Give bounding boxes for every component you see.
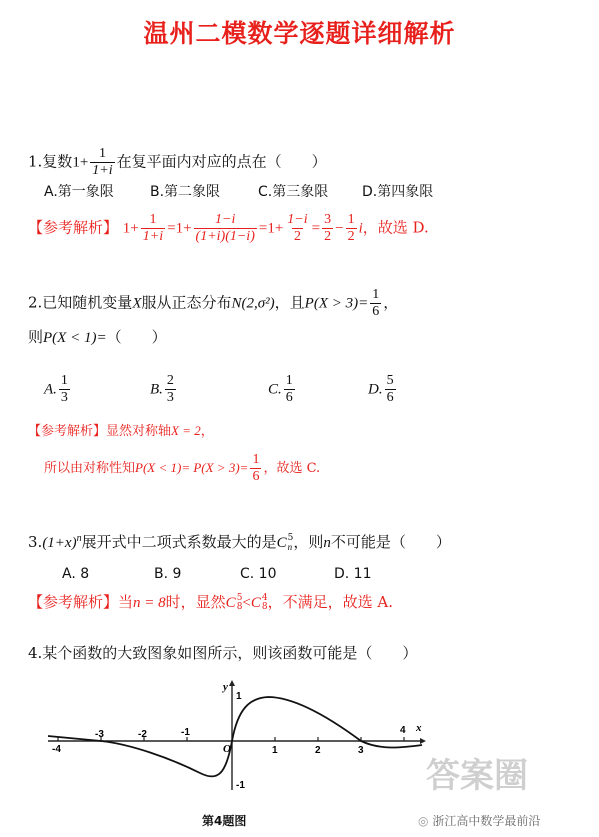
- q1-ans-frac2: [194, 212, 257, 245]
- q2-frac-num: 1: [372, 287, 380, 302]
- q2-ans-fn: 1: [252, 452, 260, 467]
- q1-answer-label: 【参考解析】: [28, 218, 119, 237]
- question-3: [28, 534, 451, 552]
- q1-ans-f3d: 2: [293, 229, 301, 244]
- page-title: 温州二模数学逐题详细解析: [143, 19, 456, 48]
- q2-opt-c-d: 6: [285, 390, 293, 405]
- q1-ans-s5: −: [335, 220, 344, 237]
- q3-ans-c1-sub: 8: [236, 602, 243, 612]
- q3-ans-c1-base: C: [225, 595, 236, 611]
- q2-prob: P(X > 3)=: [304, 295, 369, 312]
- q2-opt-c-frac: [284, 373, 295, 406]
- q3-expr: (1+x): [42, 535, 77, 551]
- q2-answer-label: 【参考解析】: [28, 424, 107, 439]
- q1-option-a: A.第一象限: [44, 184, 114, 200]
- q3-answer: [28, 594, 393, 612]
- q2-opt-b-n: 2: [166, 373, 174, 388]
- q2-opt-d-n: 5: [386, 373, 394, 388]
- q3-answer-math: n = 8: [133, 595, 166, 611]
- q2-opt-d-d: 6: [386, 390, 394, 405]
- q2-opt-a-n: 1: [60, 373, 68, 388]
- watermark-footer-text: 浙江高中数学最前沿: [432, 814, 541, 828]
- y-tick-label: -1: [236, 780, 245, 791]
- q1-prefix: 1.复数: [28, 152, 73, 171]
- q1-ans-s4: =: [311, 220, 321, 237]
- q2-option-c: [268, 373, 297, 406]
- q2-opt-c-label: C.: [268, 381, 282, 398]
- q1-ans-f4n: 3: [324, 212, 332, 227]
- q1-expr: 1+: [72, 154, 89, 171]
- q3-answer-b: 时，显然: [165, 593, 226, 611]
- wechat-icon: ◎: [418, 814, 429, 828]
- q1-ans-frac4: [322, 212, 333, 245]
- q3-text-c: 不可能是（ ）: [330, 533, 451, 551]
- q1-ans-f5d: 2: [347, 229, 355, 244]
- q2-opt-b-frac: [165, 373, 176, 406]
- q1-option-c: C.第三象限: [258, 184, 329, 200]
- q1-ans-f5n: 1: [347, 212, 355, 227]
- x-axis-arrow: [420, 738, 426, 744]
- x-tick-label: 3: [358, 745, 364, 756]
- q2-ans-fd: 6: [252, 469, 260, 484]
- axis-x-label: x: [416, 722, 422, 734]
- q2-text-c: ，且: [274, 293, 305, 312]
- q1-ans-frac3: [285, 212, 309, 245]
- y-axis-arrow: [229, 680, 235, 686]
- q1-ans-f4d: 2: [324, 229, 332, 244]
- origin-label: O: [223, 743, 231, 755]
- q3-c-sub: n: [287, 542, 293, 552]
- x-tick-label: -1: [181, 727, 190, 738]
- q2-answer-l2-math: P(X < 1)= P(X > 3)=: [135, 460, 249, 475]
- q2-answer-l1-tail: ，: [200, 424, 214, 439]
- function-curve: [48, 697, 422, 776]
- q3-c-sup: 5: [287, 533, 294, 543]
- q3-answer-c: ，不满足，故选 A.: [267, 593, 394, 611]
- q2-line2-prob: P(X < 1)=: [43, 330, 107, 346]
- q2-answer-l1-math: X = 2: [171, 423, 201, 438]
- axis-y-label: y: [223, 681, 228, 693]
- y-tick-label: 1: [236, 691, 242, 702]
- q3-answer-label: 【参考解析】: [28, 593, 119, 611]
- question-2-line2: [28, 330, 167, 346]
- q1-ans-s3: =1+: [258, 220, 284, 237]
- q2-text-a: 2.已知随机变量: [28, 293, 133, 312]
- x-tick-label: -4: [52, 744, 61, 755]
- q2-opt-c-n: 1: [285, 373, 293, 388]
- figure-caption: 第4题图: [202, 814, 247, 828]
- q1-ans-f2d: (1+i)(1−i): [195, 229, 255, 244]
- x-tick-label: -2: [138, 729, 147, 740]
- q1-frac-den: 1+i: [92, 163, 113, 178]
- question-2: [28, 287, 398, 320]
- q2-line2-b: （ ）: [106, 328, 167, 346]
- q1-fraction: [90, 146, 114, 179]
- q3-var: n: [323, 535, 331, 551]
- q1-ans-s2: =1+: [167, 220, 192, 237]
- q1-option-d: D.第四象限: [362, 184, 434, 200]
- q2-opt-d-label: D.: [368, 381, 383, 398]
- q3-answer-a: 当: [118, 593, 134, 611]
- q2-opt-a-label: A.: [44, 381, 57, 398]
- q1-ans-f1d: 1+i: [142, 229, 164, 244]
- q2-opt-a-d: 3: [60, 390, 68, 405]
- q2-answer-l2-tail: ，故选 C.: [263, 461, 321, 476]
- question-4: 4.某个函数的大致图象如图所示，则该函数可能是（ ）: [28, 644, 418, 662]
- q1-answer: [28, 212, 429, 245]
- q2-text-d: ，: [383, 293, 399, 312]
- q2-option-b: [150, 373, 178, 406]
- q2-answer: [28, 424, 214, 438]
- q2-frac-den: 6: [372, 304, 380, 319]
- q1-suffix: 在复平面内对应的点在（ ）: [116, 152, 327, 171]
- q1-ans-f1n: 1: [149, 212, 157, 227]
- watermark-footer: [418, 812, 540, 829]
- q2-text-b: 服从正态分布: [141, 293, 232, 312]
- question-1: [28, 146, 327, 179]
- x-tick-label: 4: [400, 725, 406, 736]
- q2-answer-line2: [44, 452, 320, 485]
- q2-answer-l1: 显然对称轴: [106, 424, 172, 439]
- x-tick-label: 2: [315, 745, 321, 756]
- q3-text-a: 展开式中二项式系数最大的是: [81, 533, 277, 551]
- q2-var: X: [132, 295, 142, 312]
- q3-prefix: 3.: [28, 533, 43, 551]
- q3-exp: n: [76, 533, 82, 544]
- q3-ans-c2-sub: 8: [261, 602, 268, 612]
- q1-frac-num: 1: [98, 146, 106, 161]
- q2-opt-b-label: B.: [150, 381, 163, 398]
- q1-ans-frac5: [346, 212, 357, 245]
- q3-text-b: ，则: [293, 533, 324, 551]
- q3-ans-c2-sup: 4: [261, 593, 268, 603]
- q3-ans-c1-sup: 5: [236, 593, 243, 603]
- q3-c-base: C: [276, 535, 287, 551]
- q2-option-d: [368, 373, 398, 406]
- q3-option-d: D. 11: [334, 566, 372, 582]
- q2-answer-frac: [250, 452, 261, 485]
- q2-line2-a: 则: [28, 328, 44, 346]
- q2-opt-d-frac: [385, 373, 396, 406]
- q1-ans-tail: ，故选 D.: [362, 218, 429, 237]
- q1-ans-f3n: 1−i: [287, 212, 308, 227]
- q2-dist: N(2,σ²): [231, 295, 275, 312]
- q3-option-a: A. 8: [62, 566, 90, 582]
- q3-option-c: C. 10: [240, 566, 277, 582]
- q3-option-b: B. 9: [154, 566, 182, 582]
- q1-ans-s1: 1+: [122, 220, 139, 237]
- q1-ans-frac1: [141, 212, 165, 245]
- q2-fraction: [370, 287, 381, 320]
- q2-opt-b-d: 3: [166, 390, 174, 405]
- x-tick-label: -3: [95, 729, 104, 740]
- q2-option-a: [44, 373, 72, 406]
- function-graph: [40, 678, 430, 798]
- q2-answer-l2: 所以由对称性知: [44, 461, 136, 476]
- q1-option-b: B.第二象限: [150, 184, 221, 200]
- q1-ans-f2n: 1−i: [215, 212, 236, 227]
- q2-opt-a-frac: [59, 373, 70, 406]
- q3-ans-lt: <: [242, 595, 251, 611]
- q3-ans-c2-base: C: [250, 595, 261, 611]
- q1-ans-s6: i: [358, 220, 363, 237]
- watermark-logo: 答案圈: [426, 756, 528, 796]
- x-tick-label: 1: [272, 745, 278, 756]
